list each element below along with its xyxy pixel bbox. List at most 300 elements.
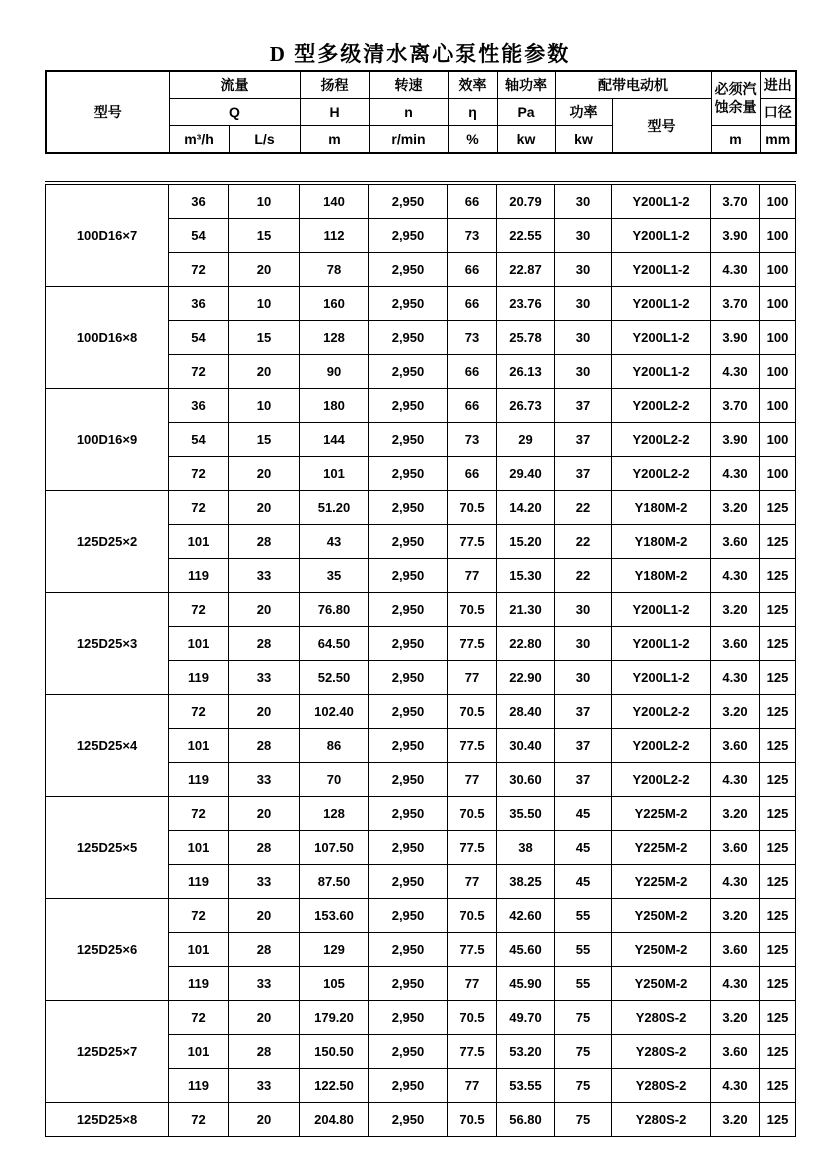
value-cell: 101 xyxy=(300,457,369,491)
value-cell: 30 xyxy=(555,287,612,321)
value-cell: 2,950 xyxy=(369,899,448,933)
table-row xyxy=(46,1103,796,1137)
value-cell: 4.30 xyxy=(711,967,760,1001)
header-row-labels xyxy=(46,71,796,99)
value-cell: 20 xyxy=(229,1001,300,1035)
value-cell: 150.50 xyxy=(300,1035,369,1069)
value-cell: 3.90 xyxy=(711,423,760,457)
value-cell: 125 xyxy=(760,831,796,865)
value-cell: 33 xyxy=(229,1069,300,1103)
value-cell: 2,950 xyxy=(369,559,448,593)
value-cell: 3.20 xyxy=(711,695,760,729)
value-cell: 70.5 xyxy=(448,797,497,831)
header-port-line2: 口径 xyxy=(760,99,796,126)
value-cell: 2,950 xyxy=(369,1001,448,1035)
value-cell: 100 xyxy=(760,321,796,355)
value-cell: Y280S-2 xyxy=(612,1035,711,1069)
value-cell: 45.60 xyxy=(497,933,555,967)
value-cell: 125 xyxy=(760,797,796,831)
value-cell: 2,950 xyxy=(369,183,448,219)
value-cell: 3.90 xyxy=(711,321,760,355)
header-shaft-power-unit: kw xyxy=(497,126,555,154)
value-cell: 35 xyxy=(300,559,369,593)
value-cell: Y280S-2 xyxy=(612,1001,711,1035)
value-cell: 20 xyxy=(229,695,300,729)
value-cell: 125 xyxy=(760,695,796,729)
value-cell: 4.30 xyxy=(711,1069,760,1103)
value-cell: 87.50 xyxy=(300,865,369,899)
value-cell: 101 xyxy=(169,831,229,865)
value-cell: 100 xyxy=(760,423,796,457)
value-cell: Y250M-2 xyxy=(612,967,711,1001)
value-cell: 66 xyxy=(448,287,497,321)
header-npsh xyxy=(711,71,760,126)
spec-table-rows xyxy=(46,183,796,1137)
value-cell: 3.70 xyxy=(711,183,760,219)
value-cell: 77 xyxy=(448,967,497,1001)
value-cell: 37 xyxy=(555,389,612,423)
table-row xyxy=(46,1001,796,1035)
value-cell: 14.20 xyxy=(497,491,555,525)
value-cell: 66 xyxy=(448,389,497,423)
value-cell: Y225M-2 xyxy=(612,865,711,899)
value-cell: 54 xyxy=(169,423,229,457)
value-cell: 29 xyxy=(497,423,555,457)
value-cell: 119 xyxy=(169,763,229,797)
value-cell: 30.40 xyxy=(497,729,555,763)
header-shaft-power-symbol: Pa xyxy=(497,99,555,126)
value-cell: 125 xyxy=(760,1069,796,1103)
header-head-symbol: H xyxy=(300,99,369,126)
value-cell: 125 xyxy=(760,1001,796,1035)
value-cell: 70.5 xyxy=(448,1001,497,1035)
value-cell: 22 xyxy=(555,525,612,559)
value-cell: 22.80 xyxy=(497,627,555,661)
value-cell: 2,950 xyxy=(369,355,448,389)
value-cell: 2,950 xyxy=(369,661,448,695)
header-head: 扬程 xyxy=(300,71,369,99)
value-cell: 22 xyxy=(555,491,612,525)
value-cell: 28 xyxy=(229,525,300,559)
value-cell: 2,950 xyxy=(369,457,448,491)
value-cell: 36 xyxy=(169,183,229,219)
value-cell: 20.79 xyxy=(497,183,555,219)
value-cell: 33 xyxy=(229,763,300,797)
value-cell: 125 xyxy=(760,627,796,661)
header-npsh-line2: 蚀余量 xyxy=(714,98,757,115)
value-cell: 2,950 xyxy=(369,933,448,967)
value-cell: Y180M-2 xyxy=(612,491,711,525)
value-cell: 20 xyxy=(229,797,300,831)
value-cell: Y200L2-2 xyxy=(612,457,711,491)
value-cell: 37 xyxy=(555,763,612,797)
value-cell: 33 xyxy=(229,661,300,695)
value-cell: 20 xyxy=(229,1103,300,1137)
value-cell: 2,950 xyxy=(369,763,448,797)
value-cell: 2,950 xyxy=(369,423,448,457)
value-cell: 119 xyxy=(169,967,229,1001)
value-cell: 2,950 xyxy=(369,627,448,661)
value-cell: 55 xyxy=(555,967,612,1001)
value-cell: 10 xyxy=(229,287,300,321)
value-cell: 125 xyxy=(760,491,796,525)
header-speed: 转速 xyxy=(369,71,448,99)
value-cell: 70.5 xyxy=(448,899,497,933)
value-cell: 28 xyxy=(229,933,300,967)
header-efficiency: 效率 xyxy=(448,71,497,99)
value-cell: 2,950 xyxy=(369,219,448,253)
value-cell: Y200L1-2 xyxy=(612,287,711,321)
value-cell: 4.30 xyxy=(711,559,760,593)
value-cell: 125 xyxy=(760,865,796,899)
value-cell: 101 xyxy=(169,933,229,967)
value-cell: 75 xyxy=(555,1103,612,1137)
value-cell: 112 xyxy=(300,219,369,253)
value-cell: 125 xyxy=(760,729,796,763)
value-cell: 20 xyxy=(229,899,300,933)
value-cell: 26.13 xyxy=(497,355,555,389)
value-cell: 33 xyxy=(229,865,300,899)
value-cell: Y250M-2 xyxy=(612,933,711,967)
value-cell: Y200L1-2 xyxy=(612,183,711,219)
value-cell: 10 xyxy=(229,389,300,423)
value-cell: Y280S-2 xyxy=(612,1103,711,1137)
table-row xyxy=(46,593,796,627)
value-cell: 180 xyxy=(300,389,369,423)
value-cell: 20 xyxy=(229,593,300,627)
value-cell: 64.50 xyxy=(300,627,369,661)
value-cell: 140 xyxy=(300,183,369,219)
value-cell: 4.30 xyxy=(711,661,760,695)
value-cell: 2,950 xyxy=(369,695,448,729)
spec-table-body xyxy=(45,181,796,1137)
value-cell: 70 xyxy=(300,763,369,797)
page-title: D 型多级清水离心泵性能参数 xyxy=(269,42,571,66)
value-cell: Y200L2-2 xyxy=(612,763,711,797)
pump-model-cell: 125D25×7 xyxy=(46,1001,169,1103)
value-cell: 28 xyxy=(229,729,300,763)
header-efficiency-unit: % xyxy=(448,126,497,154)
value-cell: 105 xyxy=(300,967,369,1001)
value-cell: 100 xyxy=(760,183,796,219)
table-row xyxy=(46,389,796,423)
value-cell: 35.50 xyxy=(497,797,555,831)
header-head-unit: m xyxy=(300,126,369,154)
value-cell: 53.20 xyxy=(497,1035,555,1069)
value-cell: 72 xyxy=(169,695,229,729)
value-cell: 101 xyxy=(169,729,229,763)
value-cell: 72 xyxy=(169,1103,229,1137)
value-cell: 70.5 xyxy=(448,593,497,627)
value-cell: 38 xyxy=(497,831,555,865)
value-cell: 30.60 xyxy=(497,763,555,797)
value-cell: 70.5 xyxy=(448,1103,497,1137)
value-cell: 2,950 xyxy=(369,491,448,525)
value-cell: Y200L2-2 xyxy=(612,729,711,763)
value-cell: 2,950 xyxy=(369,729,448,763)
value-cell: 29.40 xyxy=(497,457,555,491)
value-cell: 51.20 xyxy=(300,491,369,525)
value-cell: 66 xyxy=(448,253,497,287)
value-cell: 45 xyxy=(555,865,612,899)
value-cell: 54 xyxy=(169,321,229,355)
value-cell: 2,950 xyxy=(369,287,448,321)
value-cell: Y180M-2 xyxy=(612,525,711,559)
value-cell: 77 xyxy=(448,661,497,695)
header-flow-unit-ls: L/s xyxy=(229,126,300,154)
value-cell: 3.20 xyxy=(711,797,760,831)
value-cell: 70.5 xyxy=(448,695,497,729)
value-cell: 2,950 xyxy=(369,967,448,1001)
value-cell: 30 xyxy=(555,355,612,389)
pump-model-cell: 125D25×5 xyxy=(46,797,169,899)
value-cell: 20 xyxy=(229,491,300,525)
value-cell: 30 xyxy=(555,593,612,627)
header-motor-power-unit: kw xyxy=(555,126,612,154)
table-row xyxy=(46,695,796,729)
value-cell: 2,950 xyxy=(369,593,448,627)
value-cell: 52.50 xyxy=(300,661,369,695)
value-cell: 77 xyxy=(448,559,497,593)
spec-table-header xyxy=(45,70,797,154)
header-motor: 配带电动机 xyxy=(555,71,711,99)
value-cell: 125 xyxy=(760,559,796,593)
value-cell: 45 xyxy=(555,797,612,831)
header-port-line1: 进出 xyxy=(760,71,796,99)
value-cell: 72 xyxy=(169,457,229,491)
value-cell: Y250M-2 xyxy=(612,899,711,933)
value-cell: 33 xyxy=(229,559,300,593)
value-cell: 119 xyxy=(169,1069,229,1103)
header-motor-model: 型号 xyxy=(612,99,711,154)
value-cell: 3.20 xyxy=(711,1103,760,1137)
value-cell: 153.60 xyxy=(300,899,369,933)
value-cell: 125 xyxy=(760,967,796,1001)
value-cell: 42.60 xyxy=(497,899,555,933)
header-npsh-unit: m xyxy=(711,126,760,154)
value-cell: Y200L2-2 xyxy=(612,423,711,457)
value-cell: 43 xyxy=(300,525,369,559)
value-cell: 2,950 xyxy=(369,865,448,899)
value-cell: 55 xyxy=(555,933,612,967)
value-cell: 2,950 xyxy=(369,1103,448,1137)
value-cell: 66 xyxy=(448,355,497,389)
value-cell: 3.20 xyxy=(711,593,760,627)
value-cell: 3.60 xyxy=(711,627,760,661)
value-cell: 3.60 xyxy=(711,933,760,967)
value-cell: 23.76 xyxy=(497,287,555,321)
value-cell: 4.30 xyxy=(711,865,760,899)
value-cell: 15.20 xyxy=(497,525,555,559)
value-cell: 37 xyxy=(555,423,612,457)
value-cell: 22.55 xyxy=(497,219,555,253)
value-cell: 30 xyxy=(555,627,612,661)
value-cell: 28 xyxy=(229,831,300,865)
value-cell: 37 xyxy=(555,457,612,491)
value-cell: 75 xyxy=(555,1001,612,1035)
value-cell: 204.80 xyxy=(300,1103,369,1137)
value-cell: Y200L1-2 xyxy=(612,593,711,627)
value-cell: 77.5 xyxy=(448,831,497,865)
value-cell: 2,950 xyxy=(369,797,448,831)
value-cell: 72 xyxy=(169,253,229,287)
header-npsh-line1: 必须汽 xyxy=(714,81,757,97)
value-cell: 15 xyxy=(229,219,300,253)
value-cell: 73 xyxy=(448,219,497,253)
value-cell: 101 xyxy=(169,1035,229,1069)
value-cell: 122.50 xyxy=(300,1069,369,1103)
value-cell: 90 xyxy=(300,355,369,389)
value-cell: 100 xyxy=(760,287,796,321)
value-cell: 3.20 xyxy=(711,899,760,933)
value-cell: 30 xyxy=(555,321,612,355)
value-cell: 3.20 xyxy=(711,491,760,525)
value-cell: 100 xyxy=(760,253,796,287)
value-cell: 128 xyxy=(300,321,369,355)
value-cell: 54 xyxy=(169,219,229,253)
table-row xyxy=(46,491,796,525)
value-cell: 100 xyxy=(760,389,796,423)
value-cell: 30 xyxy=(555,253,612,287)
value-cell: 72 xyxy=(169,355,229,389)
value-cell: 22.90 xyxy=(497,661,555,695)
value-cell: 125 xyxy=(760,899,796,933)
value-cell: 70.5 xyxy=(448,491,497,525)
value-cell: 2,950 xyxy=(369,831,448,865)
value-cell: 101 xyxy=(169,627,229,661)
value-cell: 2,950 xyxy=(369,389,448,423)
value-cell: 20 xyxy=(229,253,300,287)
pump-model-cell: 100D16×7 xyxy=(46,183,169,287)
value-cell: 77.5 xyxy=(448,933,497,967)
value-cell: 77.5 xyxy=(448,525,497,559)
header-flow-symbol: Q xyxy=(169,99,300,126)
value-cell: 72 xyxy=(169,797,229,831)
value-cell: 129 xyxy=(300,933,369,967)
value-cell: Y200L2-2 xyxy=(612,389,711,423)
value-cell: 36 xyxy=(169,389,229,423)
value-cell: 160 xyxy=(300,287,369,321)
value-cell: 26.73 xyxy=(497,389,555,423)
value-cell: 101 xyxy=(169,525,229,559)
value-cell: 119 xyxy=(169,661,229,695)
value-cell: 10 xyxy=(229,183,300,219)
value-cell: 2,950 xyxy=(369,525,448,559)
value-cell: 125 xyxy=(760,1035,796,1069)
value-cell: 128 xyxy=(300,797,369,831)
pump-model-cell: 125D25×4 xyxy=(46,695,169,797)
value-cell: 55 xyxy=(555,899,612,933)
value-cell: 100 xyxy=(760,457,796,491)
value-cell: 25.78 xyxy=(497,321,555,355)
value-cell: 76.80 xyxy=(300,593,369,627)
value-cell: 22 xyxy=(555,559,612,593)
value-cell: Y200L1-2 xyxy=(612,627,711,661)
value-cell: 56.80 xyxy=(497,1103,555,1137)
value-cell: Y200L1-2 xyxy=(612,219,711,253)
value-cell: 38.25 xyxy=(497,865,555,899)
table-row xyxy=(46,287,796,321)
value-cell: 36 xyxy=(169,287,229,321)
header-efficiency-symbol: η xyxy=(448,99,497,126)
value-cell: 3.60 xyxy=(711,525,760,559)
value-cell: Y200L1-2 xyxy=(612,321,711,355)
value-cell: 77 xyxy=(448,763,497,797)
value-cell: 3.70 xyxy=(711,389,760,423)
value-cell: Y225M-2 xyxy=(612,797,711,831)
value-cell: 30 xyxy=(555,219,612,253)
value-cell: 107.50 xyxy=(300,831,369,865)
value-cell: 102.40 xyxy=(300,695,369,729)
value-cell: 125 xyxy=(760,933,796,967)
value-cell: 3.70 xyxy=(711,287,760,321)
value-cell: 66 xyxy=(448,457,497,491)
value-cell: 100 xyxy=(760,355,796,389)
value-cell: 28 xyxy=(229,1035,300,1069)
value-cell: 119 xyxy=(169,865,229,899)
value-cell: 100 xyxy=(760,219,796,253)
value-cell: 73 xyxy=(448,321,497,355)
pump-model-cell: 125D25×6 xyxy=(46,899,169,1001)
value-cell: 30 xyxy=(555,661,612,695)
value-cell: 2,950 xyxy=(369,1069,448,1103)
value-cell: 125 xyxy=(760,593,796,627)
value-cell: 33 xyxy=(229,967,300,1001)
value-cell: 119 xyxy=(169,559,229,593)
value-cell: 4.30 xyxy=(711,253,760,287)
value-cell: Y225M-2 xyxy=(612,831,711,865)
value-cell: 144 xyxy=(300,423,369,457)
value-cell: 3.60 xyxy=(711,831,760,865)
value-cell: 4.30 xyxy=(711,355,760,389)
value-cell: 15.30 xyxy=(497,559,555,593)
value-cell: Y280S-2 xyxy=(612,1069,711,1103)
value-cell: 28 xyxy=(229,627,300,661)
value-cell: 3.60 xyxy=(711,1035,760,1069)
header-flow: 流量 xyxy=(169,71,300,99)
value-cell: 45 xyxy=(555,831,612,865)
value-cell: 28.40 xyxy=(497,695,555,729)
value-cell: 75 xyxy=(555,1035,612,1069)
value-cell: 20 xyxy=(229,355,300,389)
value-cell: 3.60 xyxy=(711,729,760,763)
value-cell: 125 xyxy=(760,661,796,695)
header-port-unit: mm xyxy=(760,126,796,154)
value-cell: 2,950 xyxy=(369,253,448,287)
value-cell: 30 xyxy=(555,183,612,219)
value-cell: 72 xyxy=(169,899,229,933)
value-cell: 125 xyxy=(760,763,796,797)
header-shaft-power: 轴功率 xyxy=(497,71,555,99)
value-cell: 86 xyxy=(300,729,369,763)
header-pump-model: 型号 xyxy=(46,71,169,153)
value-cell: 77.5 xyxy=(448,627,497,661)
value-cell: 15 xyxy=(229,321,300,355)
value-cell: 77 xyxy=(448,1069,497,1103)
value-cell: 3.20 xyxy=(711,1001,760,1035)
pump-model-cell: 125D25×3 xyxy=(46,593,169,695)
value-cell: Y200L2-2 xyxy=(612,695,711,729)
pump-model-cell: 125D25×2 xyxy=(46,491,169,593)
value-cell: 72 xyxy=(169,491,229,525)
value-cell: 4.30 xyxy=(711,763,760,797)
pump-model-cell: 125D25×8 xyxy=(46,1103,169,1137)
value-cell: 15 xyxy=(229,423,300,457)
value-cell: Y200L1-2 xyxy=(612,661,711,695)
value-cell: 2,950 xyxy=(369,321,448,355)
value-cell: 78 xyxy=(300,253,369,287)
value-cell: 21.30 xyxy=(497,593,555,627)
